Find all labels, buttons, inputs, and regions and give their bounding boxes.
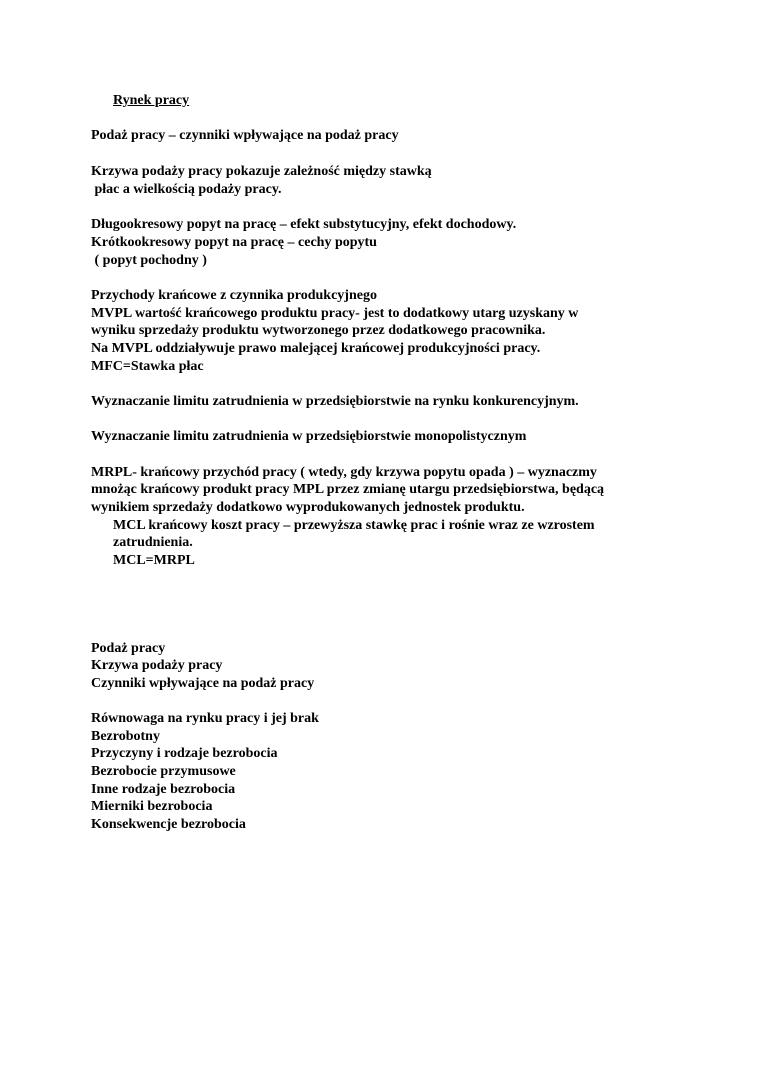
text-line: MVPL wartość krańcowego produktu pracy- jest to dodatkowy utarg uzyskany w (91, 306, 579, 321)
text-line: wyniku sprzedaży produktu wytworzonego przez dodatkowego pracownika. (91, 323, 546, 338)
text-line: Krzywa podaży pracy pokazuje zależność między stawką (91, 164, 432, 179)
text-line: Mierniki bezrobocia (91, 799, 213, 814)
text-line: Przyczyny i rodzaje bezrobocia (91, 746, 278, 761)
text-line: Przychody krańcowe z czynnika produkcyjnego (91, 288, 377, 303)
text-line: Podaż pracy (91, 641, 166, 656)
text-line: Bezrobocie przymusowe (91, 764, 236, 779)
text-line: Równowaga na rynku pracy i jej brak (91, 711, 319, 726)
text-line: mnożąc krańcowy produkt pracy MPL przez zmianę utargu przedsiębiorstwa, będącą (91, 482, 605, 497)
text-line: MCL krańcowy koszt pracy – przewyższa stawkę prac i rośnie wraz ze wzrostem (113, 518, 595, 533)
text-line: Długookresowy popyt na pracę – efekt substytucyjny, efekt dochodowy. (91, 217, 517, 232)
text-line: Na MVPL oddziaływuje prawo malejącej krańcowej produkcyjności pracy. (91, 341, 541, 356)
text-line: Bezrobotny (91, 729, 160, 744)
text-line: Wyznaczanie limitu zatrudnienia w przedsiębiorstwie monopolistycznym (91, 429, 527, 444)
text-line: ( popyt pochodny ) (91, 253, 207, 268)
document-title: Rynek pracy (113, 93, 190, 108)
text-line: MFC=Stawka płac (91, 359, 204, 374)
text-line: Czynniki wpływające na podaż pracy (91, 676, 315, 691)
text-line: Konsekwencje bezrobocia (91, 817, 246, 832)
text-line: Krótkookresowy popyt na pracę – cechy popytu (91, 235, 377, 250)
text-line: Podaż pracy – czynniki wpływające na podaż pracy (91, 128, 399, 143)
text-line: zatrudnienia. (113, 535, 193, 550)
text-line: MRPL- krańcowy przychód pracy ( wtedy, gdy krzywa popytu opada ) – wyznaczmy (91, 465, 597, 480)
text-line: MCL=MRPL (113, 553, 195, 568)
text-line: Wyznaczanie limitu zatrudnienia w przedsiębiorstwie na rynku konkurencyjnym. (91, 394, 579, 409)
text-line: płac a wielkością podaży pracy. (91, 182, 282, 197)
text-line: wynikiem sprzedaży dodatkowo wyprodukowanych jednostek produktu. (91, 500, 525, 515)
text-line: Inne rodzaje bezrobocia (91, 782, 236, 797)
text-line: Krzywa podaży pracy (91, 658, 223, 673)
